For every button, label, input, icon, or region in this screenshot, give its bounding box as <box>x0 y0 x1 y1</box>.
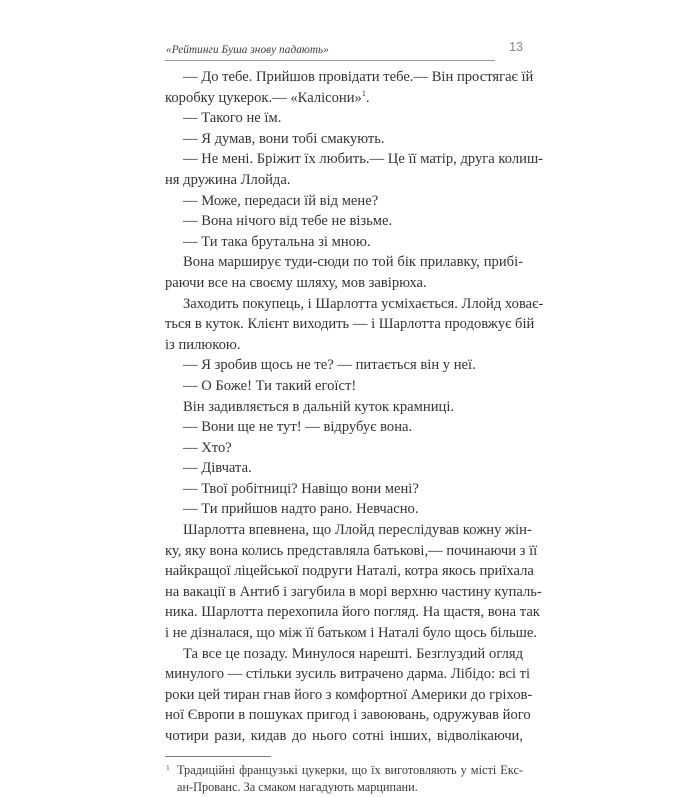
line-text: Та все це позаду. Минулося нарешті. Безглуздий огляд <box>183 645 523 662</box>
text-line <box>165 88 523 109</box>
text-line <box>165 705 531 726</box>
text-line <box>165 149 544 170</box>
line-text: — До тебе. Прийшов провідати тебе.— Він простягає їй <box>183 69 534 85</box>
line-text: — Я думав, вони тобі смакують. <box>183 130 385 147</box>
footnote <box>165 762 523 797</box>
text-line <box>165 726 523 747</box>
header-rule <box>165 60 495 61</box>
line-text: — Твої робітниці? Навіщо вони мені? <box>183 480 419 497</box>
line-text: — Ти така брутальна зі мною. <box>183 233 371 250</box>
line-text: — Такого не їм. <box>183 110 282 127</box>
line-text: — О Боже! Ти такий егоїст! <box>183 377 357 394</box>
running-title: «Рейтинги Буша знову падають» <box>166 44 329 56</box>
text-line <box>165 541 538 562</box>
text-line <box>165 273 523 294</box>
text-line <box>165 108 523 129</box>
text-line <box>165 458 523 479</box>
text-line <box>165 644 523 665</box>
line-text: ться в куток. Клієнт виходить — і Шарлотта продовжує бій <box>165 316 535 333</box>
line-text: — Не мені. Бріжит їх любить.— Це її матір, друга колиш- <box>183 151 544 168</box>
line-text: роки цей тиран гнав його з комфортної Америки до гріхов- <box>165 686 533 703</box>
line-text: — Вони ще не тут! — відрубує вона. <box>183 419 413 436</box>
line-text: — Дівчата. <box>183 460 252 477</box>
running-header <box>165 38 523 60</box>
line-text: — Ти прийшов надто рано. Невчасно. <box>183 501 419 518</box>
line-text: минулого — стільки зусиль витрачено дарма. Лібідо: всі ті <box>165 666 531 683</box>
line-text: Він задивляється в дальній куток крамниці. <box>183 398 455 415</box>
text-line <box>165 232 523 253</box>
footnote-rule <box>165 756 271 757</box>
line-text: на вакації в Антиб і загубила в морі верхню частину купаль- <box>165 583 542 600</box>
line-text: Вона марширує туди-сюди по той бік прилавку, прибі- <box>183 254 523 271</box>
line-text: Шарлотта впевнена, що Ллойд переслідував кожну жін- <box>183 522 532 539</box>
line-suffix: . <box>365 89 370 106</box>
text-line <box>165 561 534 582</box>
text-line <box>165 582 542 603</box>
text-line <box>165 602 540 623</box>
text-line <box>165 335 523 356</box>
line-text: Заходить покупець, і Шарлотта усміхається. Ллойд ховає- <box>183 295 544 312</box>
text-line <box>165 191 523 212</box>
line-text: — Вона нічого від тебе не візьме. <box>183 213 393 230</box>
text-line <box>165 294 544 315</box>
footnote-number: 1 <box>166 762 170 772</box>
footnote-line: Традиційні французькі цукерки, що їх виготовляють у місті Екс- <box>177 762 523 777</box>
text-line <box>165 520 532 541</box>
text-line <box>165 314 535 335</box>
text-line <box>165 417 523 438</box>
text-line <box>165 67 534 88</box>
text-line <box>165 664 531 685</box>
line-text: чотири рази, кидав до нього сотні інших, відволікаючи, <box>165 728 523 744</box>
text-line <box>165 376 523 397</box>
text-line <box>165 355 523 376</box>
text-line <box>165 685 533 706</box>
text-line <box>165 623 538 644</box>
footnote-line: ан-Прованс. За смаком нагадують марципани. <box>177 780 418 795</box>
line-text: — Може, передаси їй від мене? <box>183 192 379 209</box>
line-text: раючи все на своєму шляху, мов завірюха. <box>165 274 427 291</box>
line-text: ку, яку вона колись представляла батькові,— починаючи з її <box>165 542 538 559</box>
line-text: — Я зробив щось не те? — питається він у неї. <box>183 357 476 374</box>
line-text: і не дізналася, що між її батьком і Наталі було щось більше. <box>165 625 538 642</box>
body-text <box>165 67 544 747</box>
text-line <box>165 499 523 520</box>
text-line <box>165 397 523 418</box>
footnote-mark[interactable]: 1 <box>361 88 366 98</box>
text-line <box>165 170 523 191</box>
line-text: коробку цукерок.— «Калісони» <box>165 89 362 106</box>
line-text: — Хто? <box>183 439 232 456</box>
text-line <box>165 479 523 500</box>
page-number: 13 <box>509 40 523 54</box>
text-line <box>165 252 523 273</box>
book-page <box>165 38 544 797</box>
text-line <box>165 129 523 150</box>
text-line <box>165 438 523 459</box>
line-text: ня дружина Ллойда. <box>165 171 291 188</box>
text-line <box>165 211 523 232</box>
line-text: ника. Шарлотта перехопила його погляд. На щастя, вона так <box>165 604 540 621</box>
line-text: із пилюкою. <box>165 336 241 353</box>
line-text: ної Європи в пошуках пригод і завоювань, одружував його <box>165 707 531 724</box>
line-text: найкращої ліцейської подруги Наталі, котра якось приїхала <box>165 563 534 580</box>
